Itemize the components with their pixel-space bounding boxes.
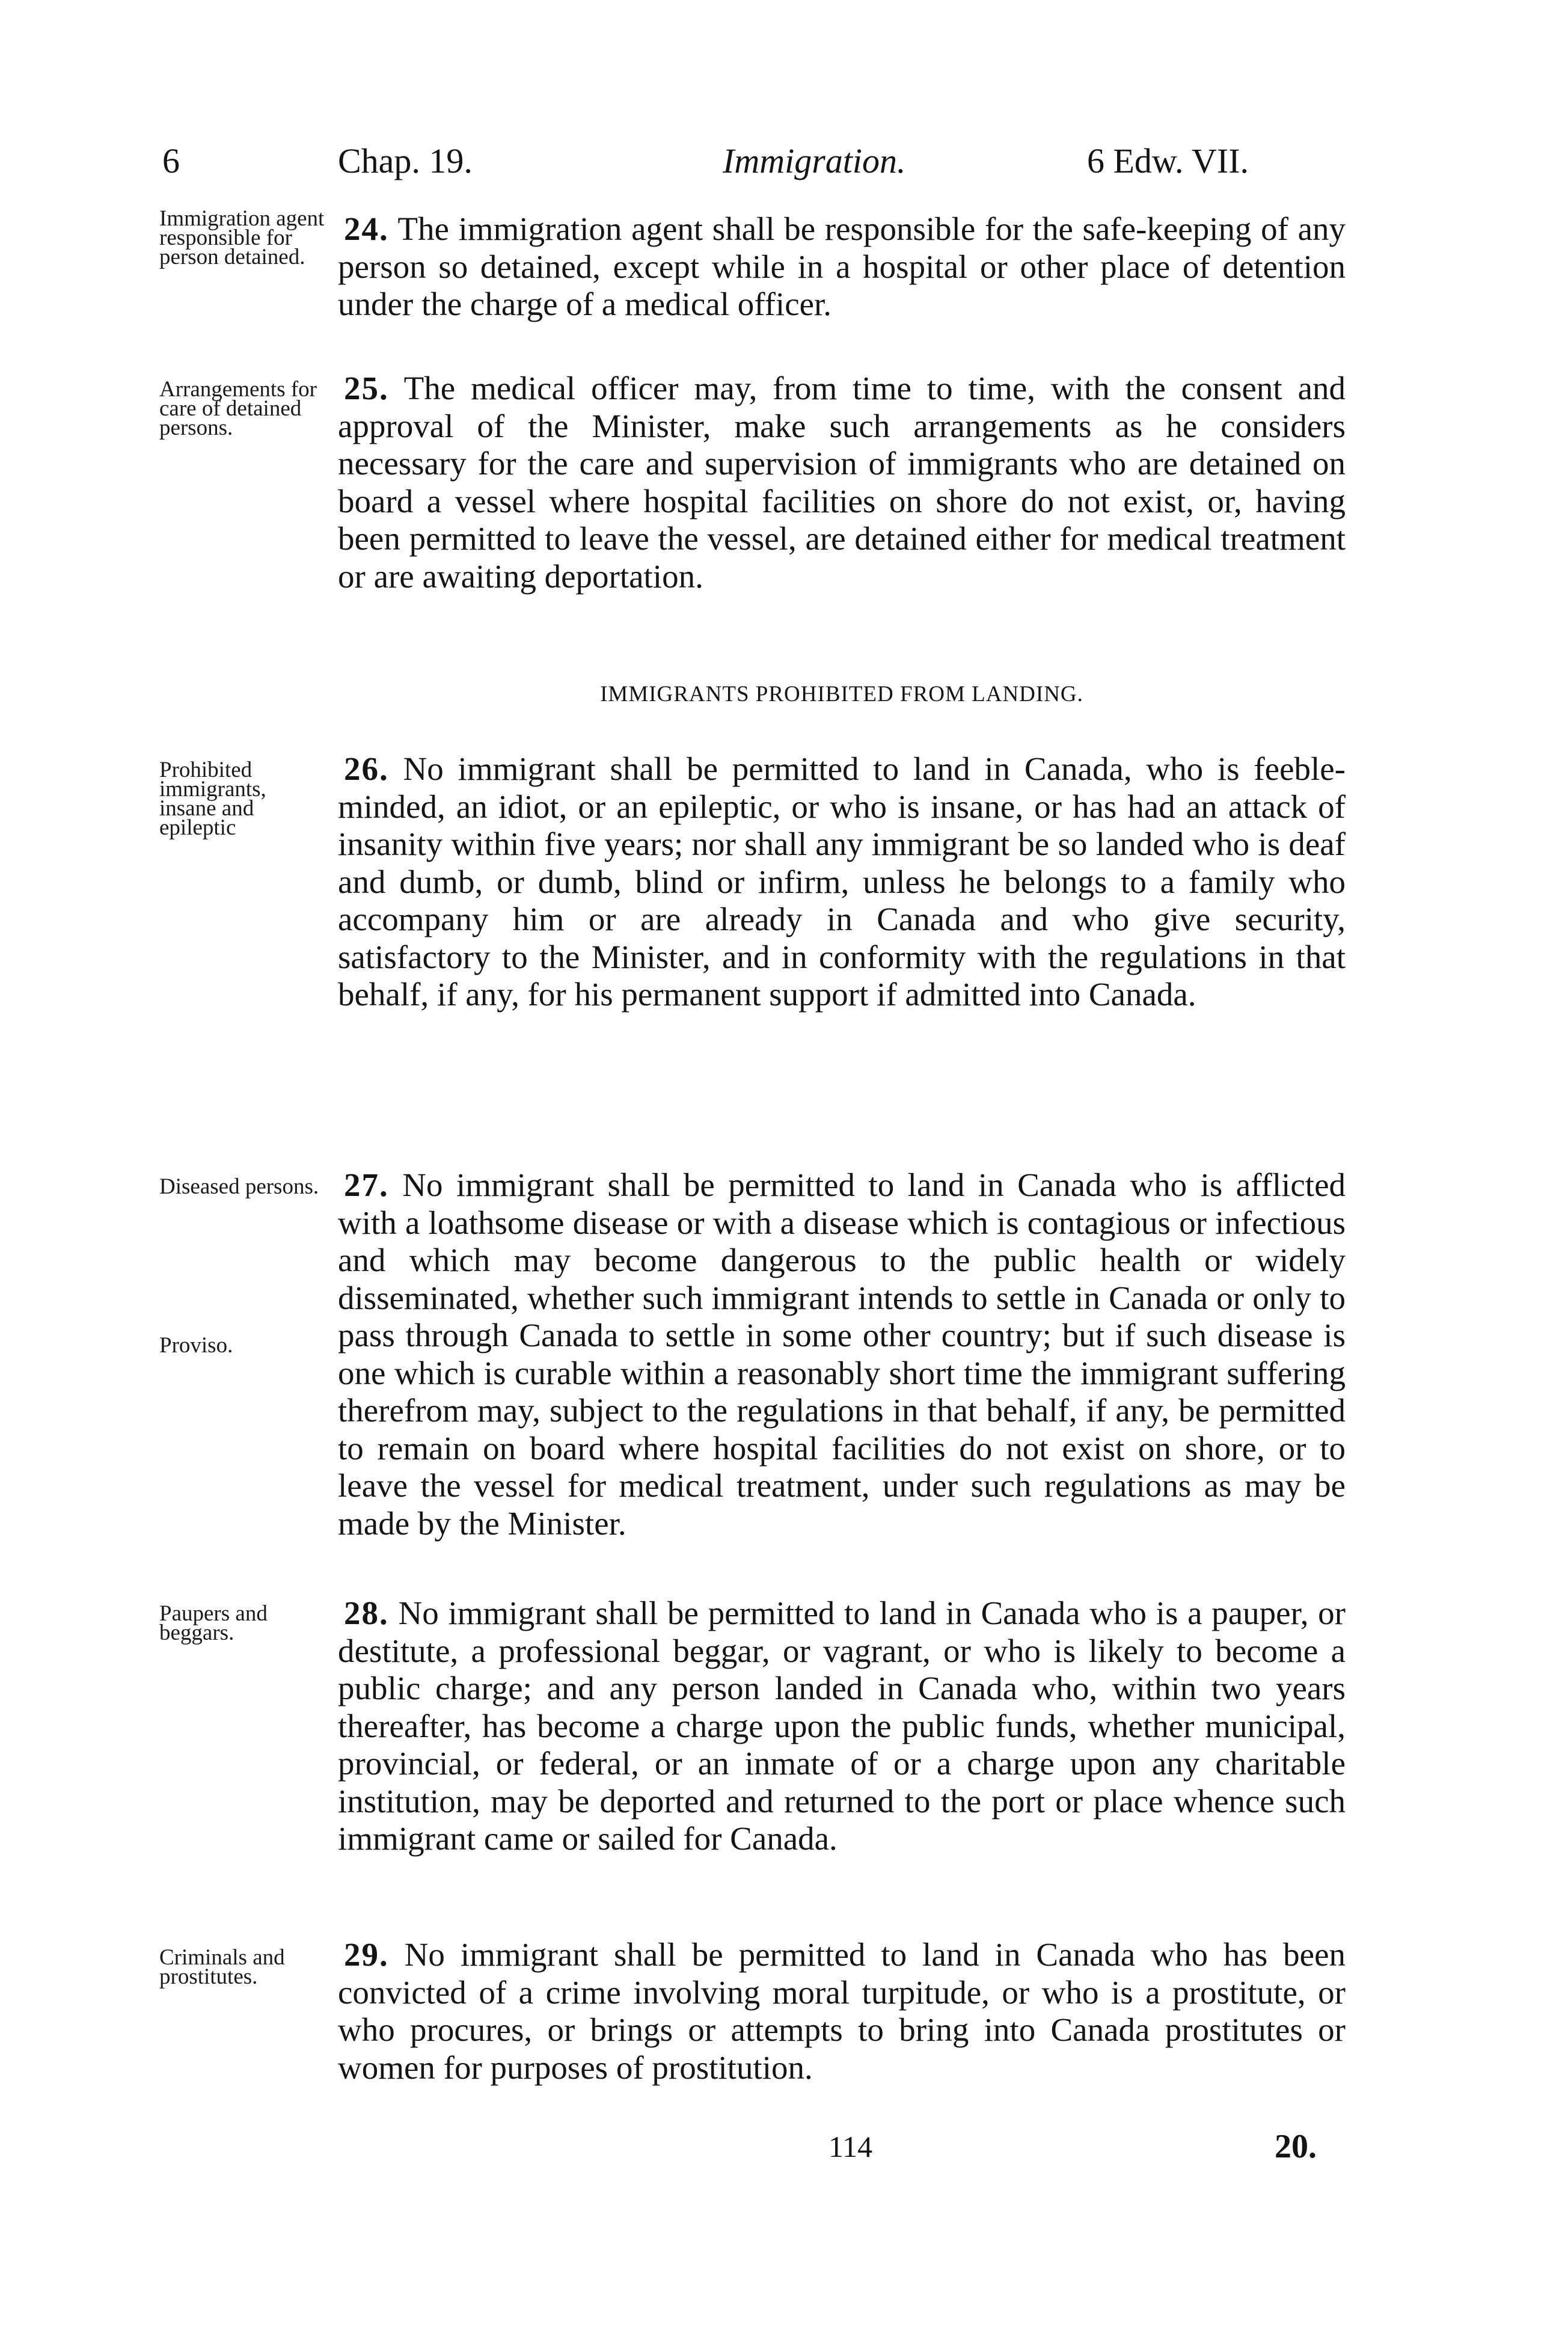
section-26 [338,750,1346,1014]
section-29 [338,1936,1346,2086]
section-number: 26. [344,750,389,787]
catchword: 20. [1275,2128,1317,2165]
section-text: No immigrant shall be permitted to land in Canada who has been convicted of a crime involving moral turpitude, or who is a prostitute, or who procures, or brings or attempts to bring into Canada prostitutes or women for purposes of prostitution. [338,1936,1346,2086]
section-25 [338,370,1346,595]
marginal-note: Immigration agent responsible for person detained. [159,206,325,269]
section-28 [338,1595,1346,1858]
marginal-note: Paupers and beggars. [159,1601,268,1645]
section-text: No immigrant shall be permitted to land in Canada who is a pauper, or destitute, a professional beggar, or vagrant, or who is likely to become a public charge; and any person landed in Canada who, within two years thereafter, has become a charge upon the public funds, whether municipal, provincial, or federal, or an inmate of or a charge upon any charitable institution, may be deported and returned to the port or place whence such immigrant came or sailed for Canada. [338,1595,1346,1857]
regnal-year: 6 Edw. VII. [1087,141,1249,180]
marginal-note: Arrangements for care of detained persons. [159,377,317,440]
proviso-note: Proviso. [159,1333,233,1358]
marginal-note: Criminals and prostitutes. [159,1945,285,1989]
section-number: 24. [344,210,389,247]
section-number: 28. [344,1595,389,1631]
chapter-label: Chap. 19. [338,141,473,180]
section-number: 29. [344,1936,389,1973]
marginal-note: Diseased persons. [159,1174,319,1199]
section-number: 25. [344,370,389,406]
section-number: 27. [344,1167,389,1203]
section-text: The immigration agent shall be responsible for the safe-keeping of any person so detained, except while in a hospital or other place of detention under the charge of a medical officer. [338,210,1346,322]
section-text: No immigrant shall be permitted to land in Canada, who is feeble-minded, an idiot, or an epileptic, or who is insane, or has had an attack of insanity within five years; nor shall any immigrant be so landed who is deaf and dumb, or dumb, blind or infirm, unless he belongs to a family who accompany him or are already in Canada and who give security, satisfactory to the Minister, and in conformity with the regulations in that behalf, if any, for his permanent support if admitted into Canada. [338,750,1346,1013]
page-number: 6 [162,141,180,180]
section-24 [338,210,1346,323]
section-text: The medical officer may, from time to time, with the consent and approval of the Minister, make such arrangements as he considers necessary for the care and supervision of immigrants who are detained on board a vessel where hospital facilities on shore do not exist, or, having been permitted to leave the vessel, are detained either for medical treatment or are awaiting deportation. [338,370,1346,595]
part-heading: IMMIGRANTS PROHIBITED FROM LANDING. [600,682,1083,707]
running-title: Immigration. [723,141,906,180]
section-text: No immigrant shall be permitted to land in Canada who is afflicted with a loathsome disease or with a disease which is contagious or infectious and which may become dangerous to the public health or widely disseminated, whether such immigrant intends to settle in Canada or only to pass through Canada to settle in some other country; but if such disease is one which is curable within a reasonably short time the immigrant suffering therefrom may, subject to the regulations in that behalf, if any, be permitted to remain on board where hospital facilities do not exist on shore, or to leave the vessel for medical treatment, under such regulations as may be made by the Minister. [338,1167,1346,1542]
folio-number: 114 [828,2130,873,2163]
marginal-note: Prohibited immigrants, insane and epileptic [159,758,266,840]
section-27 [338,1167,1346,1542]
